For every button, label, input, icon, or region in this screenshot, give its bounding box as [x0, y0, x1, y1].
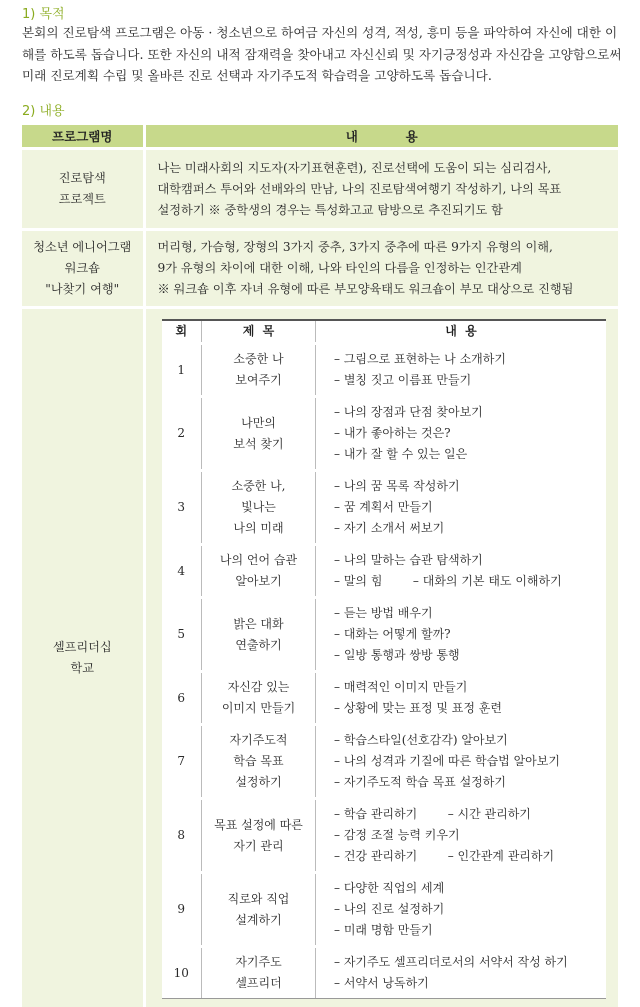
session-item: – 서약서 낭독하기: [334, 973, 606, 994]
session-title-line: 셀프리더: [202, 973, 315, 994]
session-item: – 자기 소개서 써보기: [334, 518, 606, 539]
session-row: [162, 947, 607, 999]
session-title: [202, 947, 316, 999]
session-title-line: 빛나는: [202, 497, 315, 518]
session-item: – 나의 꿈 목록 작성하기: [334, 476, 606, 497]
session-title: [202, 471, 316, 545]
session-row: [162, 672, 607, 725]
session-item: – 자기주도 셀프리더로서의 서약서 작성 하기: [334, 952, 606, 973]
session-content: [316, 947, 607, 999]
session-item: – 자기주도적 학습 목표 설정하기: [334, 772, 606, 793]
program-row: [22, 149, 618, 230]
session-item: – 듣는 방법 배우기: [334, 603, 606, 624]
session-title: [202, 799, 316, 873]
session-item: – 건강 관리하기 – 인간관계 관리하기: [334, 846, 606, 867]
column-header-content: 내 용: [144, 125, 618, 149]
session-number: 2: [162, 397, 202, 471]
session-row: [162, 545, 607, 598]
session-number: 3: [162, 471, 202, 545]
session-title-line: 설정하기: [202, 772, 315, 793]
session-title-line: 알아보기: [202, 571, 315, 592]
session-content: [316, 873, 607, 947]
program-row: [22, 308, 618, 1007]
session-title: [202, 672, 316, 725]
session-number: 1: [162, 344, 202, 397]
session-item: – 나의 진로 설정하기: [334, 899, 606, 920]
session-row: [162, 344, 607, 397]
session-number: 9: [162, 873, 202, 947]
session-title-line: 나의 언어 습관: [202, 550, 315, 571]
session-content: [316, 471, 607, 545]
session-title-line: 소중한 나,: [202, 476, 315, 497]
session-row: [162, 598, 607, 672]
session-table-cell: [144, 308, 618, 1007]
session-title-line: 나의 미래: [202, 518, 315, 539]
session-item: – 꿈 계획서 만들기: [334, 497, 606, 518]
session-title-line: 소중한 나: [202, 349, 315, 370]
session-item: – 다양한 직업의 세계: [334, 878, 606, 899]
session-item: – 내가 좋아하는 것은?: [334, 423, 606, 444]
session-item: – 나의 말하는 습관 탐색하기: [334, 550, 606, 571]
session-item: – 그림으로 표현하는 나 소개하기: [334, 349, 606, 370]
session-title-line: 이미지 만들기: [202, 698, 315, 719]
session-row: [162, 799, 607, 873]
session-item: – 나의 성격과 기질에 따른 학습법 알아보기: [334, 751, 606, 772]
session-title: [202, 598, 316, 672]
session-table: [162, 319, 607, 999]
session-content: [316, 725, 607, 799]
session-title-line: 밝은 대화: [202, 614, 315, 635]
session-item: – 학습스타일(선호감각) 알아보기: [334, 730, 606, 751]
session-title-line: 보석 찾기: [202, 434, 315, 455]
session-title-line: 자기주도적: [202, 730, 315, 751]
session-item: – 나의 장점과 단점 찾아보기: [334, 402, 606, 423]
purpose-heading: 1) 목적: [22, 3, 65, 22]
session-number: 7: [162, 725, 202, 799]
session-item: – 일방 통행과 쌍방 통행: [334, 645, 606, 666]
program-row: [22, 230, 618, 308]
session-item: – 매력적인 이미지 만들기: [334, 677, 606, 698]
session-title-line: 나만의: [202, 413, 315, 434]
session-row: [162, 725, 607, 799]
session-content: [316, 598, 607, 672]
session-row: [162, 397, 607, 471]
purpose-text: 본회의 진로탐색 프로그램은 아동 · 청소년으로 하여금 자신의 성격, 적성, 흥미 등을 파악하여 자신에 대한 이해를 하도록 돕습니다. 또한 자신의 내적 잠재력을 찾아내고 자신신뢰 및 자기긍정성과 자신감을 고양함으로써 미래 진로계획 수립 및 올바른 진로 선택과 자기주도적 학습력을 고양하도록 돕습니다.: [22, 22, 622, 87]
session-header-content: 내 용: [316, 320, 607, 344]
session-title-line: 직로와 직업: [202, 889, 315, 910]
program-content: 나는 미래사회의 지도자(자기표현훈련), 진로선택에 도움이 되는 심리검사, 대학캠퍼스 투어와 선배와의 만남, 나의 진로탐색여행기 작성하기, 나의 목표 설정하기 ※ 중학생의 경우는 특성화고교 탐방으로 추진되기도 함: [144, 149, 618, 230]
session-content: [316, 344, 607, 397]
session-content: [316, 799, 607, 873]
session-number: 10: [162, 947, 202, 999]
content-heading: 2) 내용: [22, 100, 65, 119]
session-title-line: 설계하기: [202, 910, 315, 931]
session-header-title: 제 목: [202, 320, 316, 344]
session-title: [202, 725, 316, 799]
session-content: [316, 545, 607, 598]
session-item: – 상황에 맞는 표정 및 표정 훈련: [334, 698, 606, 719]
session-number: 5: [162, 598, 202, 672]
session-item: – 감정 조절 능력 키우기: [334, 825, 606, 846]
session-row: [162, 471, 607, 545]
session-number: 4: [162, 545, 202, 598]
session-title-line: 자기주도: [202, 952, 315, 973]
session-item: – 미래 명함 만들기: [334, 920, 606, 941]
session-title-line: 학습 목표: [202, 751, 315, 772]
session-title-line: 목표 설정에 따른: [202, 815, 315, 836]
session-title: [202, 397, 316, 471]
session-content: [316, 672, 607, 725]
session-item: – 대화는 어떻게 할까?: [334, 624, 606, 645]
program-name: 셀프리더십 학교: [22, 308, 144, 1007]
session-content: [316, 397, 607, 471]
program-table: [22, 125, 618, 1007]
session-title-line: 보여주기: [202, 370, 315, 391]
session-title-line: 연출하기: [202, 635, 315, 656]
program-name: 청소년 에니어그램 워크숍 "나찾기 여행": [22, 230, 144, 308]
session-header-no: 회: [162, 320, 202, 344]
session-title: [202, 344, 316, 397]
program-content: 머리형, 가슴형, 장형의 3가지 중추, 3가지 중추에 따른 9가지 유형의 이해, 9가 유형의 차이에 대한 이해, 나와 타인의 다름을 인정하는 인간관계 ※ 워크숍 이후 자녀 유형에 따른 부모양육태도 워크숍이 부모 대상으로 진행됨: [144, 230, 618, 308]
column-header-program: 프로그램명: [22, 125, 144, 149]
session-item: – 별칭 짓고 이름표 만들기: [334, 370, 606, 391]
session-title: [202, 873, 316, 947]
session-number: 8: [162, 799, 202, 873]
session-row: [162, 873, 607, 947]
session-item: – 말의 힘 – 대화의 기본 태도 이해하기: [334, 571, 606, 592]
session-item: – 내가 잘 할 수 있는 일은: [334, 444, 606, 465]
session-title-line: 자기 관리: [202, 836, 315, 857]
session-title: [202, 545, 316, 598]
session-number: 6: [162, 672, 202, 725]
session-title-line: 자신감 있는: [202, 677, 315, 698]
program-name: 진로탐색 프로젝트: [22, 149, 144, 230]
session-item: – 학습 관리하기 – 시간 관리하기: [334, 804, 606, 825]
